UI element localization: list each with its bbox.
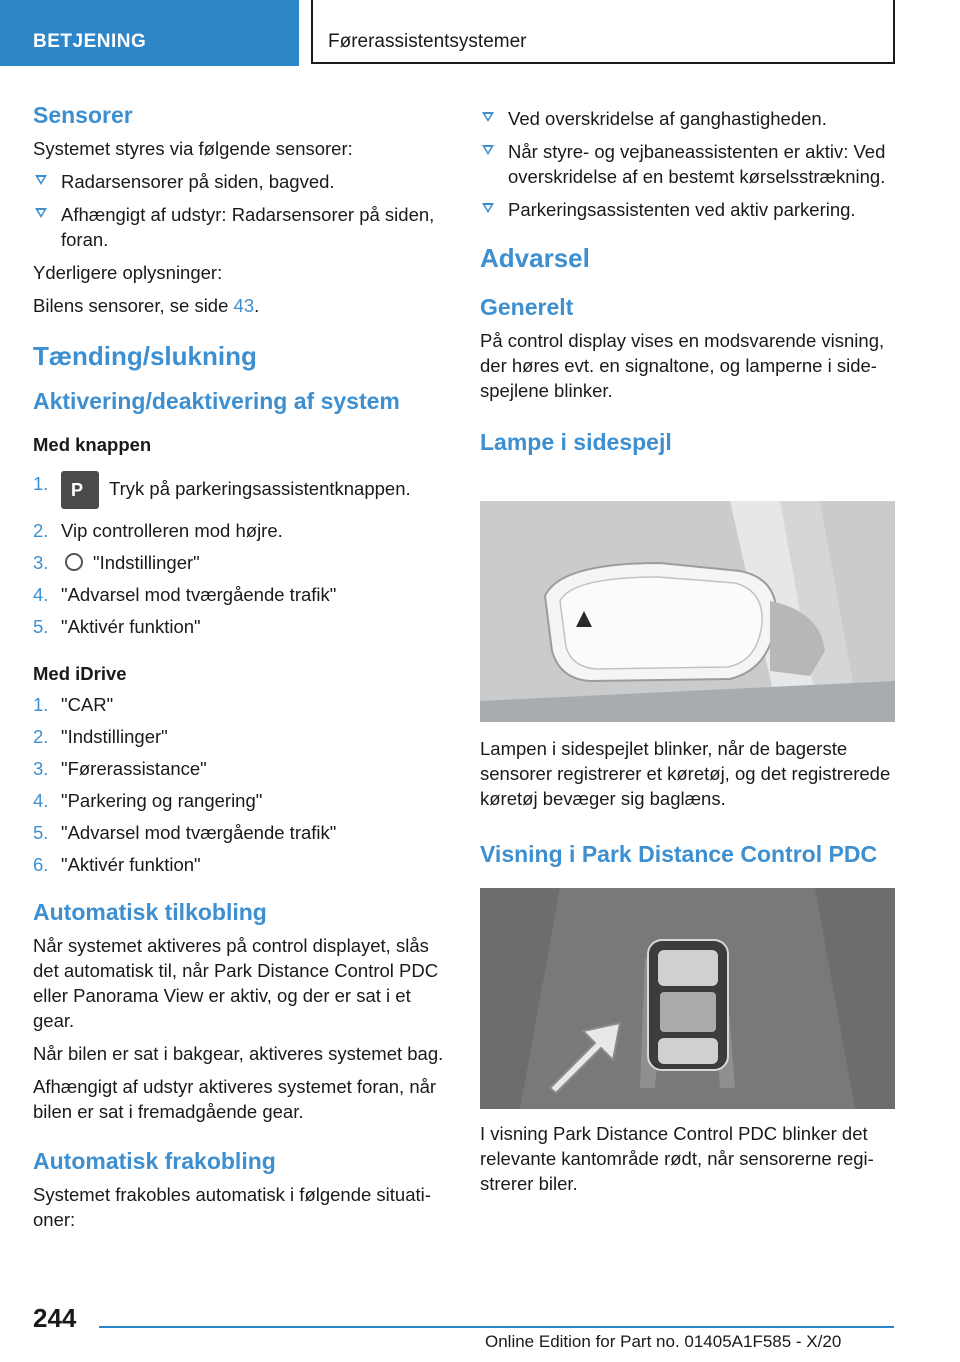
visning-heading: Visning i Park Distance Control PDC (480, 841, 878, 867)
list-item: Radarsensorer på siden, bagved. (33, 169, 448, 194)
list-item: Når styre- og vejbaneassistenten er aktiv: Ved overskridelse af en bestemt kørselsstrækning. (480, 139, 895, 189)
generelt-text: På control display vises en modsvarende visning, der høres evt. en signaltone, og lamperne i sidespejlene blinker. (480, 330, 885, 401)
step-item: 6. "Aktivér funktion" (33, 854, 201, 875)
auto-til-heading: Automatisk tilkobling (33, 899, 267, 925)
aktivering-heading: Aktivering/deaktivering af system (33, 388, 400, 414)
triangle-bullet-icon (35, 175, 47, 185)
section-label: BETJENING (33, 31, 147, 52)
med-knappen-heading: Med knappen (33, 434, 152, 455)
edition-text: Online Edition for Part no. 01405A1F585 - X/20 (485, 1332, 842, 1351)
visning-caption-block (480, 1121, 895, 1204)
step-item: 2. "Indstillinger" (33, 726, 168, 747)
more-info-label: Yderligere oplysninger: (33, 262, 223, 283)
visning-caption: I visning Park Distance Control PDC blinker det relevante kantområde rødt, når sensorerne registrerer biler. (480, 1123, 874, 1194)
lampe-caption-block (480, 736, 895, 875)
page-link[interactable]: 43 (233, 295, 255, 316)
auto-fra-heading: Automatisk frakobling (33, 1148, 276, 1174)
gear-icon (65, 553, 83, 571)
triangle-bullet-icon (482, 203, 494, 213)
triangle-bullet-icon (482, 145, 494, 155)
side-mirror-illustration (480, 501, 895, 722)
step-item: 3. "Førerassistance" (33, 758, 207, 779)
list-item: Afhængigt af udstyr: Radarsensorer på siden, foran. (33, 202, 448, 252)
left-column (33, 100, 448, 1240)
auto-fra-p1: Systemet frakobles automatisk i følgende situationer: (33, 1184, 431, 1230)
sensor-reference: Bilens sensorer, se side 43. (33, 295, 260, 316)
triangle-bullet-icon (35, 208, 47, 218)
triangle-bullet-icon (482, 112, 494, 122)
knappen-steps (33, 471, 448, 639)
chapter-tab (311, 0, 895, 64)
side-mirror-image (480, 501, 895, 722)
med-idrive-heading: Med iDrive (33, 663, 127, 684)
list-item: Ved overskridelse af ganghastigheden. (480, 106, 895, 131)
chapter-label: Førerassistentsystemer (328, 31, 527, 52)
sensorer-heading: Sensorer (33, 102, 133, 128)
idrive-steps (33, 692, 448, 877)
step-item: 4. "Parkering og rangering" (33, 790, 263, 811)
pdc-display-image (480, 888, 895, 1109)
sensor-list (33, 169, 448, 252)
pdc-illustration (480, 888, 895, 1109)
parking-button-icon: P (61, 471, 99, 509)
auto-til-p1: Når systemet aktiveres på control displayet, slås det automatisk til, når Park Distance Control PDC eller Panorama View er aktiv, og der er sat i et gear. (33, 935, 439, 1031)
page-number: 244 (33, 1303, 77, 1333)
frakobling-list (480, 106, 895, 222)
list-item: Parkeringsassistenten ved aktiv parkering. (480, 197, 895, 222)
lampe-caption: Lampen i sidespejlet blinker, når de bagerste sensorer registrerer et køretøj, og det registrerede køretøj bevæger sig baglæns. (480, 738, 891, 809)
auto-til-p2: Når bilen er sat i bakgear, aktiveres systemet bag. (33, 1043, 444, 1064)
step-item: 1. "CAR" (33, 694, 114, 715)
lampe-heading: Lampe i sidespejl (480, 429, 672, 455)
footer-divider (99, 1326, 894, 1328)
step-item: 5. "Aktivér funktion" (33, 616, 201, 637)
advarsel-heading: Advarsel (480, 243, 590, 273)
generelt-heading: Generelt (480, 294, 574, 320)
sensorer-intro: Systemet styres via følgende sensorer: (33, 138, 353, 159)
step-item: 2. Vip controlleren mod højre. (33, 520, 283, 541)
taending-heading: Tænding/slukning (33, 341, 257, 371)
step-item: 1. P Tryk på parkeringsassistentknappen. (33, 471, 448, 509)
right-column (480, 106, 895, 463)
step-item: 4. "Advarsel mod tværgående trafik" (33, 584, 337, 605)
step-item: 5. "Advarsel mod tværgående trafik" (33, 822, 337, 843)
auto-til-p3: Afhængigt af udstyr aktiveres systemet foran, når bilen er sat i fremadgående gear. (33, 1076, 437, 1122)
section-tab (0, 0, 299, 66)
step-item: 3. "Indstillinger" (33, 552, 200, 573)
